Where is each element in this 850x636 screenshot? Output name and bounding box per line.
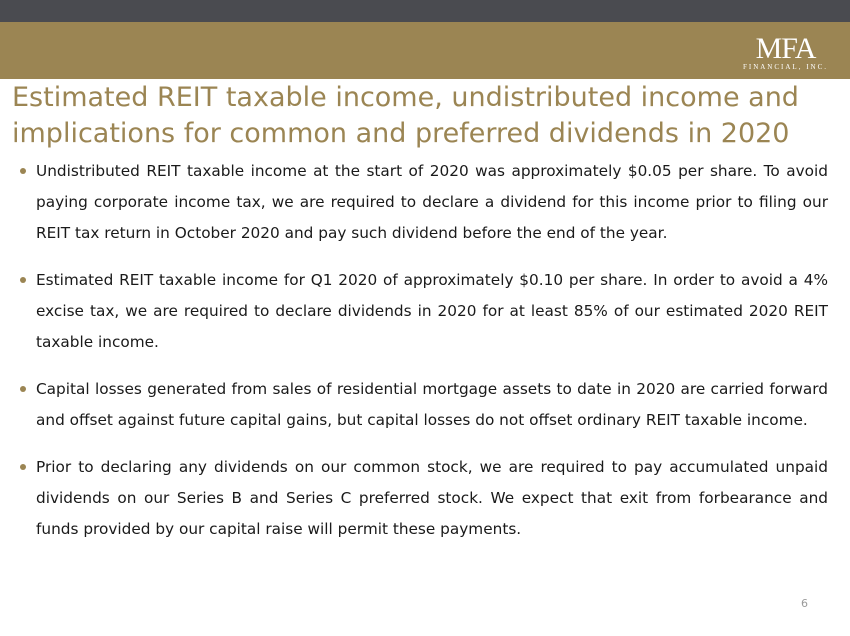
- bullet-item: [20, 452, 828, 545]
- bullet-item: [20, 265, 828, 358]
- bullet-item: [20, 374, 828, 436]
- logo-wordmark: MFA: [755, 32, 816, 65]
- bullet-text: Undistributed REIT taxable income at the start of 2020 was approximately $0.05 per share. To avoid paying corporate income tax, we are required to declare a dividend for this income prior to filing our REIT tax return in October 2020 and pay such dividend before the end of the year.: [36, 162, 828, 242]
- logo-subtitle: FINANCIAL, INC.: [742, 63, 828, 71]
- page-number: 6: [801, 597, 808, 610]
- bullet-text: Prior to declaring any dividends on our common stock, we are required to pay accumulated unpaid dividends on our Series B and Series C preferred stock. We expect that exit from forbearance and funds provided by our capital raise will permit these payments.: [36, 458, 828, 538]
- header-band: [0, 22, 850, 79]
- company-logo: [743, 34, 828, 71]
- top-bar: [0, 0, 850, 22]
- slide-title: Estimated REIT taxable income, undistributed income and implications for common and preferred dividends in 2020: [12, 82, 799, 149]
- bullet-dot-icon: [20, 386, 26, 392]
- bullet-list: [20, 156, 828, 561]
- bullet-dot-icon: [20, 168, 26, 174]
- bullet-text: Estimated REIT taxable income for Q1 2020 of approximately $0.10 per share. In order to avoid a 4% excise tax, we are required to declare dividends in 2020 for at least 85% of our estimated 2020 REIT taxable income.: [36, 271, 828, 351]
- bullet-item: [20, 156, 828, 249]
- bullet-dot-icon: [20, 464, 26, 470]
- bullet-dot-icon: [20, 277, 26, 283]
- bullet-text: Capital losses generated from sales of residential mortgage assets to date in 2020 are carried forward and offset against future capital gains, but capital losses do not offset ordinary REIT taxable income.: [36, 380, 828, 429]
